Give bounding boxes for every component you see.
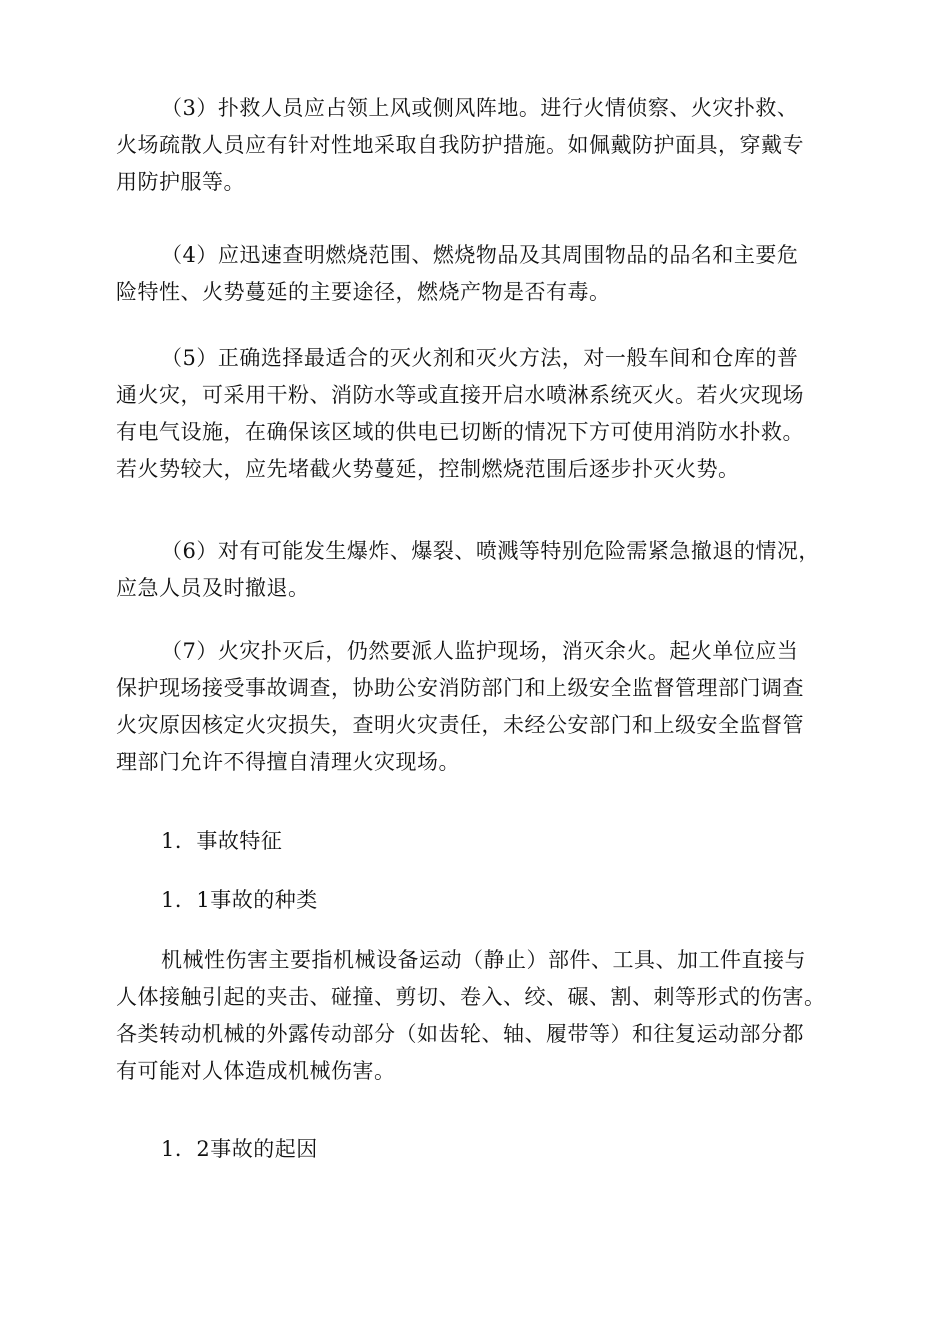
heading-accident-causes xyxy=(116,1131,838,1168)
paragraph-post-fire-monitoring xyxy=(116,633,838,781)
text-line: 机械性伤害主要指机械设备运动（静止）部件、工具、加工件直接与 xyxy=(161,948,806,972)
text-line: （5）正确选择最适合的灭火剂和灭火方法，对一般车间和仓库的普 xyxy=(161,346,799,370)
text-line: 有可能对人体造成机械伤害。 xyxy=(116,1059,396,1083)
text-line: 火灾原因核定火灾损失，查明火灾责任，未经公安部门和上级安全监督管 xyxy=(116,713,804,737)
section-heading: 1．事故特征 xyxy=(161,829,283,853)
text-line: （7）火灾扑灭后，仍然要派人监护现场，消灭余火。起火单位应当 xyxy=(161,639,799,663)
text-line: （3）扑救人员应占领上风或侧风阵地。进行火情侦察、火灾扑救、 xyxy=(161,96,799,120)
paragraph-fire-fighting-position xyxy=(116,90,838,201)
paragraph-extinguishing-method xyxy=(116,340,838,488)
text-line: 险特性、火势蔓延的主要途径，燃烧产物是否有毒。 xyxy=(116,280,611,304)
text-line: 用防护服等。 xyxy=(116,170,245,194)
text-line: 保护现场接受事故调查，协助公安消防部门和上级安全监督管理部门调查 xyxy=(116,676,804,700)
text-line: 人体接触引起的夹击、碰撞、剪切、卷入、绞、碾、割、刺等形式的伤害。 xyxy=(116,985,826,1009)
paragraph-mechanical-injury xyxy=(116,942,838,1090)
text-line: 应急人员及时撤退。 xyxy=(116,576,310,600)
text-line: 火场疏散人员应有针对性地采取自我防护措施。如佩戴防护面具，穿戴专 xyxy=(116,133,804,157)
text-line: 若火势较大，应先堵截火势蔓延，控制燃烧范围后逐步扑灭火势。 xyxy=(116,457,740,481)
text-line: 通火灾，可采用干粉、消防水等或直接开启水喷淋系统灭火。若火灾现场 xyxy=(116,383,804,407)
paragraph-fire-scope-investigation xyxy=(116,237,838,311)
section-heading: 1．1事故的种类 xyxy=(161,888,318,912)
paragraph-emergency-retreat xyxy=(116,533,838,607)
heading-accident-characteristics xyxy=(116,823,838,860)
text-line: （6）对有可能发生爆炸、爆裂、喷溅等特别危险需紧急撤退的情况， xyxy=(161,539,820,563)
text-line: 各类转动机械的外露传动部分（如齿轮、轴、履带等）和往复运动部分都 xyxy=(116,1022,804,1046)
heading-accident-types xyxy=(116,882,838,919)
text-line: （4）应迅速查明燃烧范围、燃烧物品及其周围物品的品名和主要危 xyxy=(161,243,799,267)
text-line: 有电气设施，在确保该区域的供电已切断的情况下方可使用消防水扑救。 xyxy=(116,420,804,444)
text-line: 理部门允许不得擅自清理火灾现场。 xyxy=(116,750,460,774)
section-heading: 1．2事故的起因 xyxy=(161,1137,318,1161)
